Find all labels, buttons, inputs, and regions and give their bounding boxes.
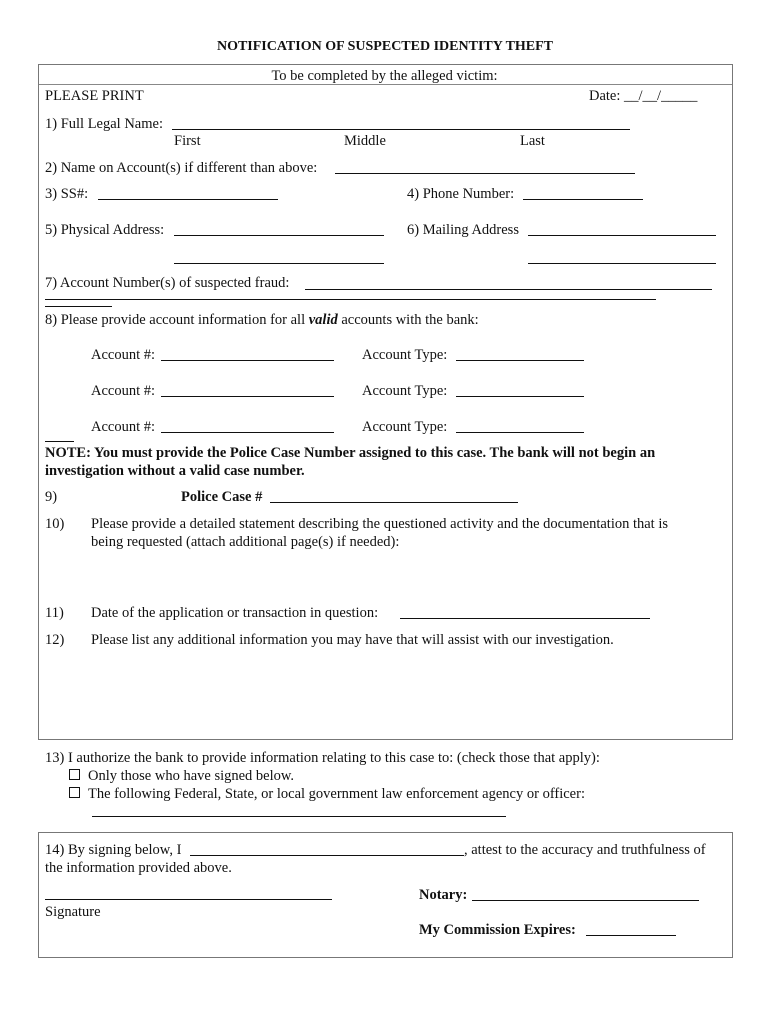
transaction-date-label: Date of the application or transaction in question: — [91, 605, 379, 621]
first-name-caption: First — [174, 133, 201, 149]
option-agency-label: The following Federal, State, or local government law enforcement agency or officer: — [88, 786, 585, 802]
account-type-field-2[interactable] — [456, 395, 584, 397]
police-case-field[interactable] — [270, 501, 518, 503]
fraud-accounts-field-2[interactable] — [45, 298, 656, 300]
signing-label-line-2: the information provided above. — [45, 860, 232, 876]
account-number-label-2: Account #: — [91, 383, 156, 399]
account-type-label-3: Account Type: — [362, 419, 448, 435]
option-signed-label: Only those who have signed below. — [88, 768, 295, 784]
q9-number: 9) — [45, 489, 58, 505]
signing-label-post: , attest to the accuracy and truthfulness of — [464, 842, 706, 858]
ssn-field[interactable] — [98, 198, 278, 200]
q12-number: 12) — [45, 632, 65, 648]
commission-label: My Commission Expires: — [419, 922, 576, 938]
full-legal-name-label: 1) Full Legal Name: — [45, 116, 163, 132]
valid-emphasis: valid — [308, 312, 338, 328]
police-case-label: Police Case # — [181, 489, 263, 505]
physical-address-field-1[interactable] — [174, 234, 384, 236]
authorization-label: 13) I authorize the bank to provide information relating to this case to: (check those that apply): — [45, 750, 600, 766]
account-number-label-1: Account #: — [91, 347, 156, 363]
header-divider — [39, 84, 732, 85]
physical-address-field-2[interactable] — [174, 262, 384, 264]
physical-address-label: 5) Physical Address: — [45, 222, 165, 238]
authorization-option-signed[interactable] — [69, 768, 294, 784]
stray-underline — [45, 440, 74, 442]
account-number-field-3[interactable] — [161, 431, 334, 433]
checkbox-icon[interactable] — [69, 769, 80, 780]
middle-name-caption: Middle — [344, 133, 386, 149]
notary-label: Notary: — [419, 887, 468, 903]
account-name-label: 2) Name on Account(s) if different than above: — [45, 160, 318, 176]
page-title: NOTIFICATION OF SUSPECTED IDENTITY THEFT — [216, 39, 554, 54]
account-number-field-1[interactable] — [161, 359, 334, 361]
fraud-accounts-label: 7) Account Number(s) of suspected fraud: — [45, 275, 290, 291]
statement-label-line-2: being requested (attach additional page(s) if needed): — [91, 534, 400, 550]
signer-name-field[interactable] — [190, 854, 464, 856]
account-name-field[interactable] — [335, 172, 635, 174]
mailing-address-field-2[interactable] — [528, 262, 716, 264]
police-case-note-line-1: NOTE: You must provide the Police Case Number assigned to this case. The bank will not begin an — [45, 445, 656, 461]
phone-label: 4) Phone Number: — [407, 186, 515, 202]
fraud-accounts-field-1[interactable] — [305, 288, 712, 290]
account-type-label-1: Account Type: — [362, 347, 448, 363]
additional-info-label: Please list any additional information you may have that will assist with our investigation. — [91, 632, 614, 648]
statement-label-line-1: Please provide a detailed statement describing the questioned activity and the documentation that is — [91, 516, 669, 532]
please-print-label: PLEASE PRINT — [45, 88, 144, 104]
account-number-label-3: Account #: — [91, 419, 156, 435]
date-field[interactable]: Date: __/__/_____ — [589, 88, 698, 104]
valid-accounts-label-post: accounts with the bank: — [337, 312, 479, 328]
transaction-date-field[interactable] — [400, 617, 650, 619]
agency-field[interactable] — [92, 815, 506, 817]
q11-number: 11) — [45, 605, 64, 621]
last-name-caption: Last — [520, 133, 545, 149]
account-number-field-2[interactable] — [161, 395, 334, 397]
signature-field[interactable] — [45, 898, 332, 900]
q10-number: 10) — [45, 516, 65, 532]
account-type-field-3[interactable] — [456, 431, 584, 433]
fraud-accounts-field-3[interactable] — [45, 305, 112, 307]
authorization-option-agency[interactable] — [69, 786, 585, 802]
commission-field[interactable] — [586, 934, 676, 936]
signing-label-pre: 14) By signing below, I — [45, 842, 182, 858]
notary-field[interactable] — [472, 899, 699, 901]
signature-caption: Signature — [45, 904, 101, 920]
account-type-label-2: Account Type: — [362, 383, 448, 399]
phone-field[interactable] — [523, 198, 643, 200]
police-case-note-line-2: investigation without a valid case number. — [45, 463, 305, 479]
ssn-label: 3) SS#: — [45, 186, 89, 202]
completed-by-label: To be completed by the alleged victim: — [271, 68, 498, 84]
mailing-address-label: 6) Mailing Address — [407, 222, 519, 238]
valid-accounts-label-pre: 8) Please provide account information for all — [45, 312, 309, 328]
checkbox-icon[interactable] — [69, 787, 80, 798]
mailing-address-field-1[interactable] — [528, 234, 716, 236]
account-type-field-1[interactable] — [456, 359, 584, 361]
valid-accounts-label — [45, 312, 479, 328]
full-legal-name-field[interactable] — [172, 128, 630, 130]
